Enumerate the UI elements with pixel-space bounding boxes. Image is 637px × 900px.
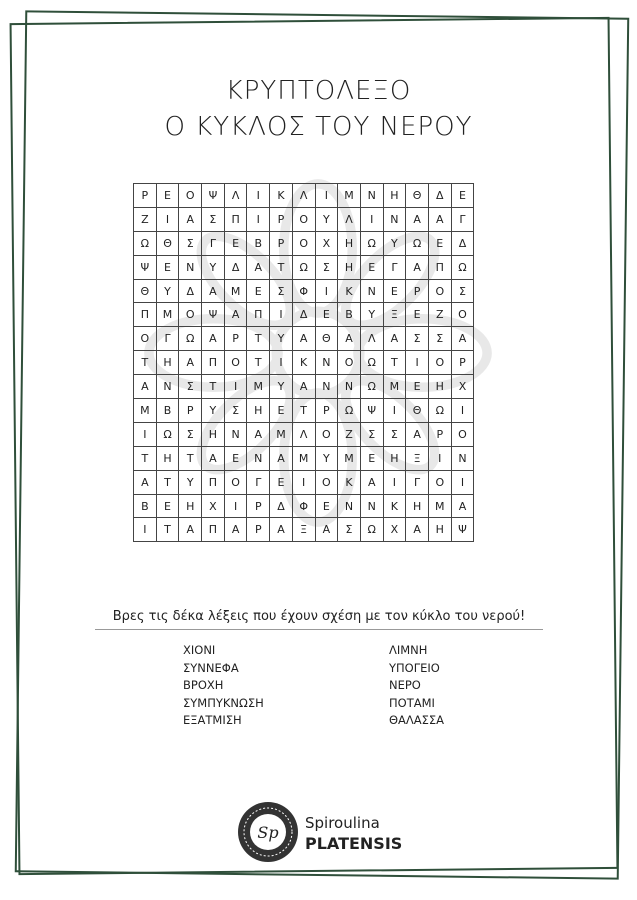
grid-cell: Ν [360, 279, 383, 303]
grid-cell: Υ [270, 375, 293, 399]
grid-cell: Κ [383, 494, 406, 518]
grid-cell: Ι [134, 518, 157, 542]
grid-cell: Κ [270, 184, 293, 208]
grid-cell: Α [292, 375, 315, 399]
grid-cell: Δ [428, 184, 451, 208]
grid-cell: Γ [156, 327, 179, 351]
grid-row [134, 494, 474, 518]
grid-cell: Ε [247, 279, 270, 303]
grid-row [134, 351, 474, 375]
grid-cell: Θ [406, 184, 429, 208]
grid-cell: Υ [202, 255, 225, 279]
grid-cell: Ξ [406, 446, 429, 470]
grid-cell: Ε [156, 184, 179, 208]
grid-cell: Λ [292, 422, 315, 446]
grid-cell: Σ [179, 422, 202, 446]
grid-cell: Η [428, 518, 451, 542]
grid-cell: Μ [338, 184, 361, 208]
grid-cell: Ν [224, 422, 247, 446]
grid-cell: Ζ [338, 422, 361, 446]
grid-cell: Π [247, 303, 270, 327]
grid-cell: Ρ [247, 494, 270, 518]
grid-cell: Ε [270, 470, 293, 494]
grid-row [134, 231, 474, 255]
grid-cell: Σ [338, 518, 361, 542]
grid-cell: Α [247, 255, 270, 279]
grid-cell: Α [270, 446, 293, 470]
grid-cell: Ι [292, 470, 315, 494]
grid-cell: Μ [224, 279, 247, 303]
grid-cell: Ε [360, 255, 383, 279]
word-search-grid [133, 183, 474, 542]
grid-row [134, 375, 474, 399]
grid-cell: Ε [406, 375, 429, 399]
grid-cell: Μ [338, 446, 361, 470]
grid-cell: Ε [383, 279, 406, 303]
grid-cell: Ω [406, 231, 429, 255]
grid-cell: Τ [247, 351, 270, 375]
grid-cell: Α [224, 518, 247, 542]
grid-cell: Ι [270, 303, 293, 327]
grid-cell: Λ [338, 207, 361, 231]
grid-cell: Η [202, 422, 225, 446]
grid-cell: Σ [406, 327, 429, 351]
grid-cell: Σ [360, 422, 383, 446]
grid-cell: Λ [224, 184, 247, 208]
grid-row [134, 184, 474, 208]
grid-cell: Η [247, 399, 270, 423]
brand-name-line1: Spiroulina [305, 814, 380, 832]
grid-row [134, 422, 474, 446]
grid-cell: Ι [134, 422, 157, 446]
grid-cell: Ι [383, 399, 406, 423]
grid-cell: Ρ [179, 399, 202, 423]
grid-cell: Τ [383, 351, 406, 375]
grid-cell: Ι [428, 446, 451, 470]
grid-cell: Η [338, 255, 361, 279]
grid-cell: Ο [428, 351, 451, 375]
word-list-item: ΝΕΡΟ [389, 678, 421, 692]
grid-row [134, 255, 474, 279]
grid-cell: Β [134, 494, 157, 518]
grid-cell: Ο [338, 351, 361, 375]
grid-cell: Φ [292, 494, 315, 518]
grid-cell: Ο [224, 351, 247, 375]
grid-cell: Η [428, 375, 451, 399]
grid-cell: Η [156, 351, 179, 375]
grid-cell: Ρ [428, 422, 451, 446]
brand-name-line2: PLATENSIS [305, 834, 403, 853]
grid-cell: Τ [134, 351, 157, 375]
grid-cell: Σ [179, 231, 202, 255]
grid-cell: Ω [134, 231, 157, 255]
grid-cell: Σ [428, 327, 451, 351]
grid-cell: Χ [315, 231, 338, 255]
grid-cell: Τ [156, 518, 179, 542]
grid-cell: Ε [224, 231, 247, 255]
grid-cell: Μ [292, 446, 315, 470]
grid-cell: Ι [224, 375, 247, 399]
grid-cell: Τ [134, 446, 157, 470]
grid-cell: Γ [202, 231, 225, 255]
grid-cell: Η [338, 231, 361, 255]
grid-cell: Υ [315, 446, 338, 470]
grid-cell: Μ [270, 422, 293, 446]
grid-cell: Α [406, 207, 429, 231]
grid-cell: Τ [247, 327, 270, 351]
grid-cell: Ψ [360, 399, 383, 423]
grid-cell: Σ [224, 399, 247, 423]
grid-cell: Ω [156, 422, 179, 446]
grid-cell: Α [406, 422, 429, 446]
grid-cell: Ψ [451, 518, 474, 542]
grid-cell: Θ [315, 327, 338, 351]
grid-cell: Τ [156, 470, 179, 494]
grid-row [134, 327, 474, 351]
grid-cell: Π [202, 470, 225, 494]
grid-cell: Θ [406, 399, 429, 423]
grid-cell: Π [224, 207, 247, 231]
grid-cell: Ο [428, 279, 451, 303]
grid-cell: Ε [270, 399, 293, 423]
grid-cell: Ω [428, 399, 451, 423]
grid-cell: Η [156, 446, 179, 470]
grid-cell: Ν [383, 207, 406, 231]
grid-cell: Ο [179, 184, 202, 208]
grid-cell: Τ [292, 399, 315, 423]
grid-cell: Ρ [406, 279, 429, 303]
grid-cell: Ψ [134, 255, 157, 279]
grid-cell: Α [292, 327, 315, 351]
grid-cell: Ν [338, 375, 361, 399]
grid-cell: Υ [179, 470, 202, 494]
grid-cell: Ω [360, 231, 383, 255]
grid-cell: Ο [179, 303, 202, 327]
grid-row [134, 518, 474, 542]
grid-cell: Ρ [270, 231, 293, 255]
grid-cell: Ε [224, 446, 247, 470]
grid-cell: Χ [202, 494, 225, 518]
grid-cell: Δ [451, 231, 474, 255]
grid-cell: Τ [270, 255, 293, 279]
grid-cell: Θ [156, 231, 179, 255]
grid-cell: Ε [451, 184, 474, 208]
grid-cell: Ν [315, 351, 338, 375]
grid-cell: Α [406, 518, 429, 542]
grid-cell: Ν [247, 446, 270, 470]
grid-cell: Λ [292, 184, 315, 208]
grid-row [134, 207, 474, 231]
word-list-left [183, 642, 264, 730]
word-list-item: ΧΙΟΝΙ [183, 643, 216, 657]
grid-cell: Τ [202, 375, 225, 399]
grid-cell: Ν [156, 375, 179, 399]
grid-cell: Χ [383, 518, 406, 542]
grid-cell: Α [179, 351, 202, 375]
grid-cell: Α [383, 327, 406, 351]
grid-cell: Ω [179, 327, 202, 351]
grid-cell: Γ [451, 207, 474, 231]
grid-cell: Β [338, 303, 361, 327]
word-list-right [389, 642, 444, 730]
grid-cell: Ε [156, 255, 179, 279]
grid-cell: Ι [270, 351, 293, 375]
grid-cell: Λ [360, 327, 383, 351]
grid-cell: Α [428, 207, 451, 231]
grid-cell: Ξ [383, 303, 406, 327]
grid-row [134, 470, 474, 494]
grid-cell: Κ [338, 279, 361, 303]
grid-cell: Γ [406, 470, 429, 494]
grid-cell: Κ [292, 351, 315, 375]
grid-cell: Ι [451, 470, 474, 494]
grid-cell: Ρ [315, 399, 338, 423]
grid-cell: Τ [179, 446, 202, 470]
grid-cell: Δ [292, 303, 315, 327]
grid-cell: Ι [247, 184, 270, 208]
grid-row [134, 446, 474, 470]
grid-row [134, 279, 474, 303]
grid-cell: Α [134, 470, 157, 494]
grid-cell: Α [406, 255, 429, 279]
page-subtitle: Ο ΚΥΚΛΟΣ ΤΟΥ ΝΕΡΟΥ [164, 112, 473, 142]
grid-cell: Γ [247, 470, 270, 494]
grid-cell: Ξ [292, 518, 315, 542]
grid-cell: Ι [247, 207, 270, 231]
word-list-item: ΛΙΜΝΗ [389, 643, 428, 657]
grid-cell: Φ [292, 279, 315, 303]
page-title: ΚΡΥΠΤΟΛΕΞΟ [225, 76, 412, 106]
grid-cell: Α [202, 446, 225, 470]
grid-cell: Ε [315, 303, 338, 327]
word-list-item: ΣΥΜΠΥΚΝΩΣΗ [183, 695, 264, 710]
grid-cell: Ψ [202, 184, 225, 208]
grid-cell: Ο [451, 422, 474, 446]
grid-cell: Μ [428, 494, 451, 518]
grid-cell: Α [247, 422, 270, 446]
grid-cell: Α [134, 375, 157, 399]
grid-cell: Μ [134, 399, 157, 423]
grid-cell: Α [451, 494, 474, 518]
grid-cell: Ο [428, 470, 451, 494]
grid-cell: Α [202, 279, 225, 303]
grid-cell: Υ [156, 279, 179, 303]
grid-cell: Π [428, 255, 451, 279]
grid-cell: Ν [360, 494, 383, 518]
grid-cell: Α [338, 327, 361, 351]
grid-cell: Ο [451, 303, 474, 327]
word-list-item: ΕΞΑΤΜΙΣΗ [183, 713, 242, 727]
grid-cell: Ρ [224, 327, 247, 351]
grid-cell: Μ [383, 375, 406, 399]
word-list-item: ΠΟΤΑΜΙ [389, 695, 435, 710]
grid-cell: Σ [451, 279, 474, 303]
grid-cell: Ι [406, 351, 429, 375]
grid-cell: Ν [338, 494, 361, 518]
grid-cell: Α [360, 470, 383, 494]
grid-cell: Α [202, 327, 225, 351]
grid-cell: Ο [292, 231, 315, 255]
grid-cell: Β [247, 231, 270, 255]
grid-cell: Ο [315, 470, 338, 494]
grid-cell: Δ [270, 494, 293, 518]
grid-cell: Υ [360, 303, 383, 327]
grid-cell: Π [134, 303, 157, 327]
grid-cell: Ο [224, 470, 247, 494]
grid-cell: Α [179, 518, 202, 542]
grid-cell: Ω [451, 255, 474, 279]
word-list-item: ΥΠΟΓΕΙΟ [389, 660, 440, 675]
grid-cell: Δ [179, 279, 202, 303]
grid-cell: Ν [179, 255, 202, 279]
grid-cell: Α [451, 327, 474, 351]
spiroulina-logo-icon [236, 800, 300, 864]
grid-cell: Σ [270, 279, 293, 303]
word-list-item: ΒΡΟΧΗ [183, 678, 224, 692]
grid-row [134, 399, 474, 423]
word-list-item: ΘΑΛΑΣΣΑ [389, 713, 445, 727]
grid-cell: Ρ [270, 207, 293, 231]
grid-cell: Ρ [134, 184, 157, 208]
grid-cell: Ω [360, 518, 383, 542]
grid-cell: Ο [315, 422, 338, 446]
word-list-item: ΣΥΝΝΕΦΑ [183, 660, 239, 675]
grid-cell: Α [315, 518, 338, 542]
grid-cell: Δ [224, 255, 247, 279]
grid-row [134, 303, 474, 327]
grid-cell: Ι [383, 470, 406, 494]
grid-cell: Ε [360, 446, 383, 470]
grid-cell: Ε [428, 231, 451, 255]
grid-cell: Κ [338, 470, 361, 494]
grid-cell: Ο [292, 207, 315, 231]
grid-cell: Χ [451, 375, 474, 399]
grid-cell: Ι [224, 494, 247, 518]
grid-cell: Ζ [134, 207, 157, 231]
grid-cell: Ρ [247, 518, 270, 542]
grid-cell: Ι [156, 207, 179, 231]
grid-cell: Ο [134, 327, 157, 351]
grid-cell: Μ [156, 303, 179, 327]
grid-cell: Η [406, 494, 429, 518]
grid-cell: Ν [360, 184, 383, 208]
grid-cell: Β [156, 399, 179, 423]
grid-cell: Υ [383, 231, 406, 255]
instructions-text: Βρες τις δέκα λέξεις που έχουν σχέση με τον κύκλο του νερού! [95, 609, 543, 630]
logo-mark-text: Sp [257, 823, 279, 842]
grid-cell: Α [224, 303, 247, 327]
grid-cell: Σ [179, 375, 202, 399]
grid-cell: Υ [202, 399, 225, 423]
grid-cell: Ν [451, 446, 474, 470]
grid-cell: Ι [360, 207, 383, 231]
grid-cell: Γ [383, 255, 406, 279]
grid-cell: Ψ [202, 303, 225, 327]
grid-cell: Ι [315, 184, 338, 208]
grid-cell: Α [179, 207, 202, 231]
grid-cell: Ε [315, 494, 338, 518]
grid-cell: Η [179, 494, 202, 518]
grid-cell: Π [202, 518, 225, 542]
grid-cell: Σ [315, 255, 338, 279]
grid-cell: Σ [202, 207, 225, 231]
grid-cell: Ζ [428, 303, 451, 327]
grid-cell: Ε [156, 494, 179, 518]
grid-cell: Η [383, 184, 406, 208]
grid-cell: Ε [406, 303, 429, 327]
grid-cell: Σ [383, 422, 406, 446]
grid-cell: Ω [292, 255, 315, 279]
grid-cell: Ι [315, 279, 338, 303]
grid-cell: Ι [451, 399, 474, 423]
grid-cell: Θ [134, 279, 157, 303]
grid-cell: Ω [360, 375, 383, 399]
grid-cell: Ρ [451, 351, 474, 375]
grid-cell: Μ [247, 375, 270, 399]
grid-cell: Α [270, 518, 293, 542]
grid-cell: Ω [338, 399, 361, 423]
grid-cell: Υ [315, 207, 338, 231]
grid-cell: Ω [360, 351, 383, 375]
grid-cell: Υ [270, 327, 293, 351]
grid-cell: Ν [315, 375, 338, 399]
grid-cell: Η [383, 446, 406, 470]
grid-cell: Π [202, 351, 225, 375]
